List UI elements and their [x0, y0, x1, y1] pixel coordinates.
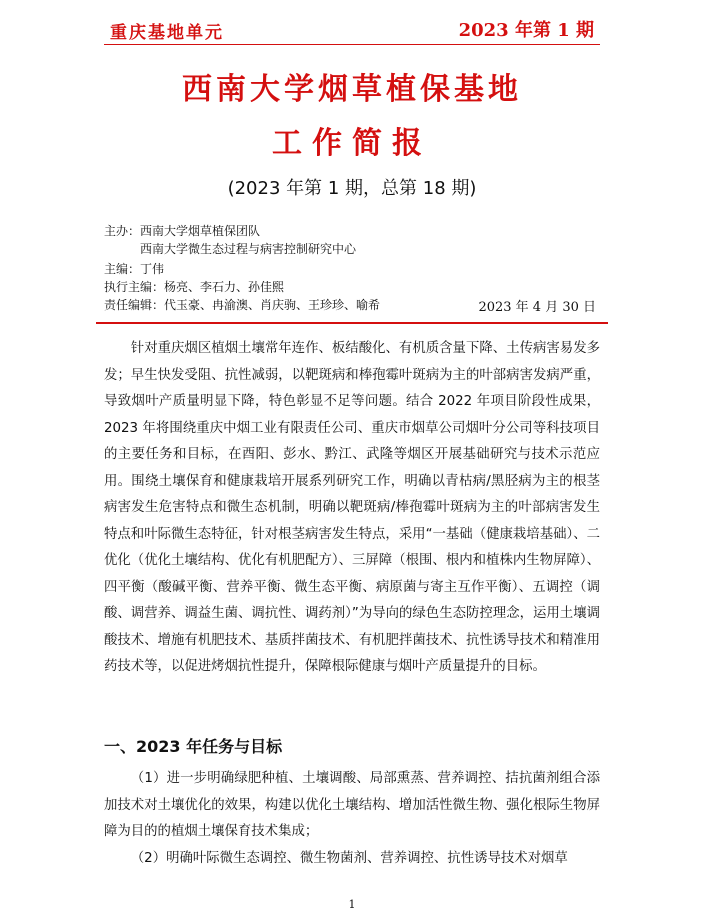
header-unit: 重庆基地单元	[110, 23, 224, 43]
intro-paragraph: 针对重庆烟区植烟土壤常年连作、板结酸化、有机质含量下降、土传病害易发多发；早生快发受阻、抗性减弱，以靶斑病和棒孢霉叶斑病为主的叶部病害发病严重，导致烟叶产质量明显下降，特色彰显不足等问题。结合 2022 年项目阶段性成果，2023 年将围绕重庆中烟工业有限责任公司、重庆市烟草公司烟叶分公司等科技项目的主要任务和目标，在酉阳、彭水、黔江、武隆等烟区开展基础研究与技术示范应用。围绕土壤保育和健康栽培开展系列研究工作，明确以青枯病/黑胫病为主的根茎病害发生危害特点和微生态机制，明确以靶斑病/棒孢霉叶斑病为主的叶部病害发生特点和叶际微生态特征，针对根茎病害发生特点，采用“一基础（健康栽培基础）、二优化（优化土壤结构、优化有机肥配方）、三屏障（根围、根内和植株内生物屏障）、四平衡（酸碱平衡、营养平衡、微生态平衡、病原菌与寄主互作平衡）、五调控（调酸、调营养、调益生菌、调抗性、调药剂）”为导向的绿色生态防控理念，运用土壤调酸技术、增施有机肥技术、基质拌菌技术、有机肥拌菌技术、抗性诱导技术和精准用药技术等，以促进烤烟抗性提升，保障根际健康与烟叶产质量提升的目标。	[104, 341, 600, 674]
meta-host-label: 主办：	[104, 224, 141, 238]
bulletin-title: 西南大学烟草植保基地	[182, 72, 522, 107]
section-heading: 一、2023 年任务与目标	[104, 737, 283, 756]
meta-resp-editors	[104, 296, 380, 314]
meta-editor-name: 丁伟	[140, 262, 165, 276]
masthead-rule	[96, 322, 608, 324]
header-rule	[104, 44, 600, 45]
task-item-2: （2）明确叶际微生态调控、微生物菌剂、营养调控、抗性诱导技术对烟草	[130, 851, 568, 866]
header-issue: 2023 年第 1 期	[458, 20, 594, 41]
meta-host-1: 西南大学烟草植保团队	[140, 224, 261, 238]
meta-editor-label: 主编：	[104, 262, 141, 276]
meta-host-2: 西南大学微生态过程与病害控制研究中心	[140, 242, 357, 256]
meta-resp-names: 代玉豪、冉渝澳、肖庆驹、王珍珍、喻希	[164, 298, 381, 312]
page-number: 1	[348, 898, 356, 911]
meta-host	[104, 222, 260, 240]
meta-resp-label: 责任编辑：	[104, 298, 165, 312]
meta-editor	[104, 260, 164, 278]
bulletin-subtitle-title: 工作简报	[272, 126, 432, 161]
meta-exec-label: 执行主编：	[104, 280, 165, 294]
issue-subtitle: (2023 年第 1 期，总第 18 期)	[227, 178, 477, 199]
publish-date: 2023 年 4 月 30 日	[478, 300, 596, 315]
task-item-1: （1）进一步明确绿肥种植、土壤调酸、局部熏蒸、营养调控、拮抗菌剂组合添加技术对土壤优化的效果，构建以优化土壤结构、增加活性微生物、强化根际生物屏障为目的的植烟土壤保育技术集成；	[104, 771, 600, 839]
meta-exec-names: 杨亮、李石力、孙佳熙	[164, 280, 285, 294]
meta-exec-editors	[104, 278, 284, 296]
